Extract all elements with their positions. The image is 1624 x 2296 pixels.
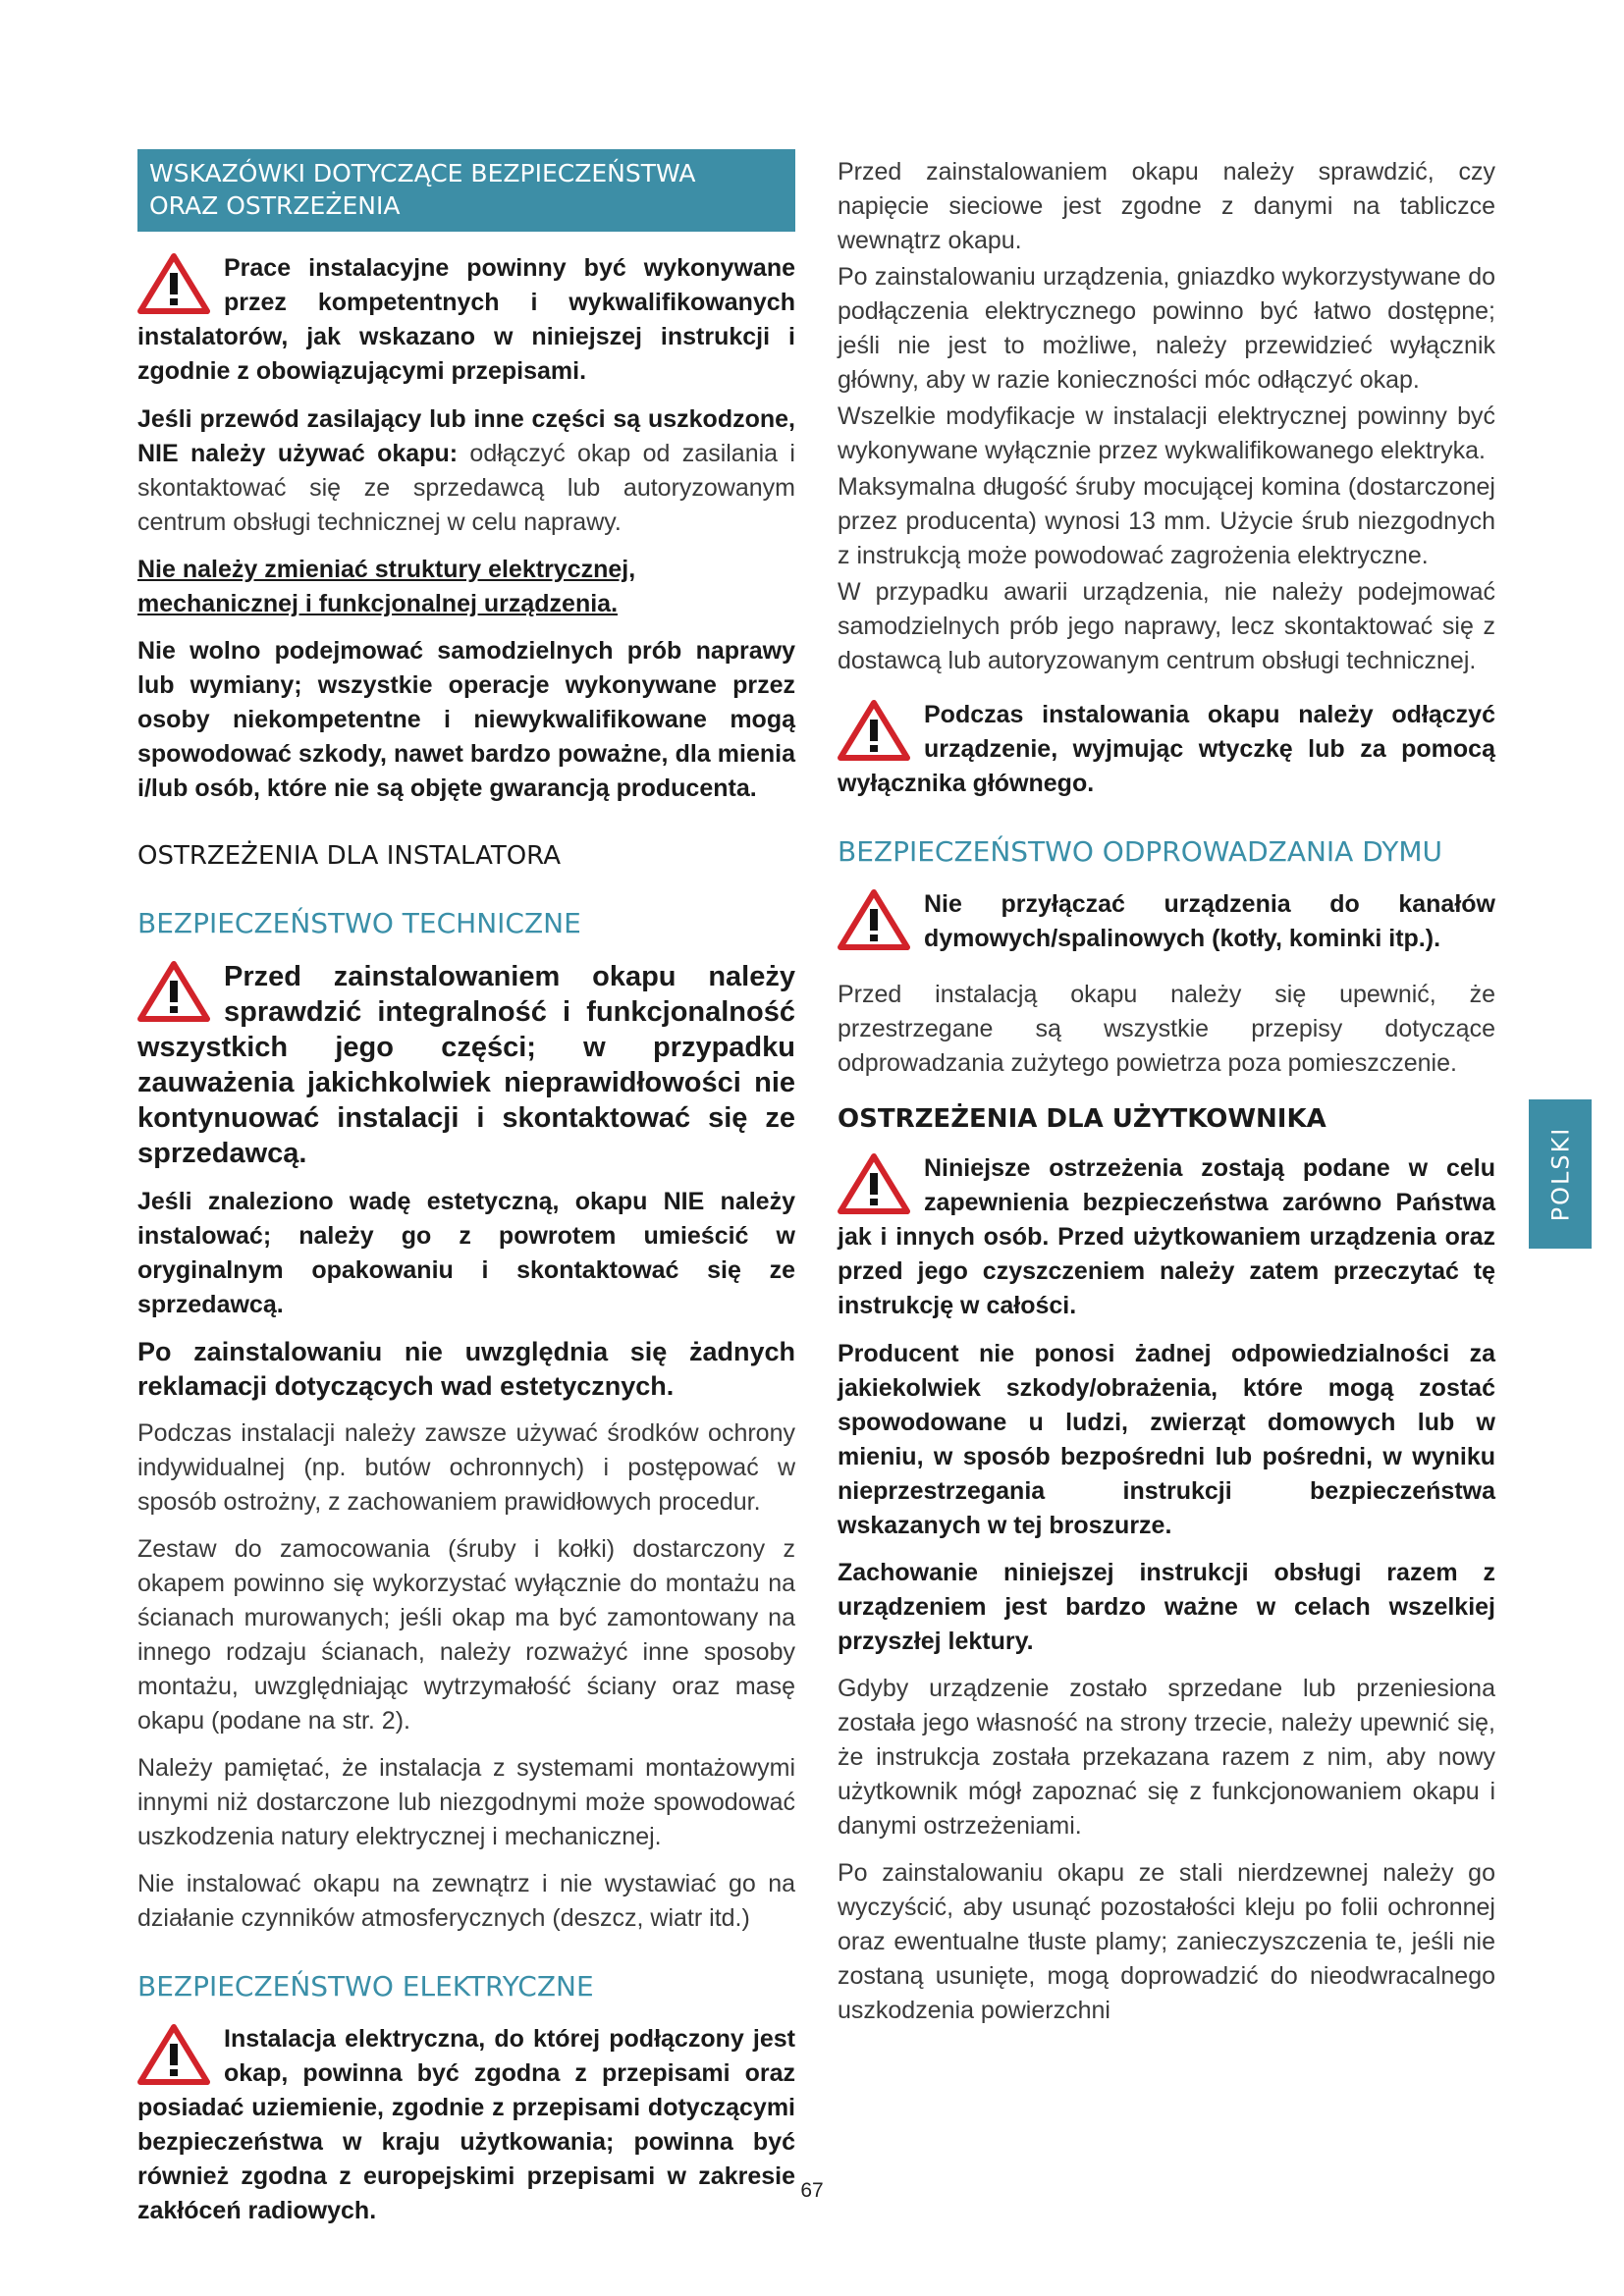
- language-tab-label: POLSKI: [1546, 1126, 1575, 1222]
- warning-text: Przed zainstalowaniem okapu należy sprawdzić integralność i funkcjonalność wszystkich jego części; w przypadku zauważenia jakichkolwiek nieprawidłowości nie kontynuować instalacji i skontaktować się ze sprzedawcą.: [137, 961, 795, 1169]
- heading-smoke-exhaust: BEZPIECZEŃSTWO ODPROWADZANIA DYMU: [838, 835, 1443, 868]
- warning-block: [838, 1151, 1495, 1323]
- right-column: [838, 155, 1495, 2041]
- warning-block: [137, 251, 795, 389]
- page-number: 67: [800, 2179, 824, 2202]
- paragraph: Gdyby urządzenie zostało sprzedane lub przeniesiona została jego własność na strony trzecie, należy upewnić się, że instrukcja została przekazana razem z nim, aby nowy użytkownik mógł zapoznać się z funkcjonowaniem okapu i danymi ostrzeżeniami.: [838, 1675, 1495, 1840]
- heading-electrical-safety: BEZPIECZEŃSTWO ELEKTRYCZNE: [137, 1970, 594, 2002]
- paragraph: Maksymalna długość śruby mocującej komina (dostarczonej przez producenta) wynosi 13 mm. Użycie śrub niezgodnych z instrukcją może powodować zagrożenia elektryczne.: [838, 473, 1495, 569]
- heading-user-warnings: OSTRZEŻENIA DLA UŻYTKOWNIKA: [838, 1104, 1326, 1134]
- paragraph: Przed instalacją okapu należy się upewnić, że przestrzegane są wszystkie przepisy dotyczące odprowadzania zużytego powietrza poza pomieszczenie.: [838, 981, 1495, 1077]
- heading-installer: OSTRZEŻENIA DLA INSTALATORA: [137, 841, 561, 871]
- section-banner: [137, 149, 795, 232]
- warning-text: Instalacja elektryczna, do której podłączony jest okap, powinna być zgodna z przepisami oraz posiadać uziemienie, zgodnie z przepisami dotyczącymi bezpieczeństwa w kraju użytkowania; powinna być również zgodna z europejskimi przepisami w zakresie zakłóceń radiowych.: [137, 2025, 795, 2224]
- paragraph-rest: odłączyć okap od zasilania i skontaktować się ze sprzedawcą lub autoryzowanym centrum obsługi technicznej w celu naprawy.: [137, 440, 795, 536]
- paragraph: Po zainstalowaniu nie uwzględnia się żadnych reklamacji dotyczących wad estetycznych.: [137, 1337, 795, 1401]
- language-tab: [1529, 1099, 1592, 1249]
- paragraph: Nie wolno podejmować samodzielnych prób naprawy lub wymiany; wszystkie operacje wykonywane przez osoby niekompetentne i niewykwalifikowane mogą spowodować szkody, nawet bardzo poważne, dla mienia i/lub osób, które nie są objęte gwarancją producenta.: [137, 637, 795, 802]
- paragraph: Należy pamiętać, że instalacja z systemami montażowymi innymi niż dostarczone lub niezgodnymi może spowodować uszkodzenia natury elektrycznej i mechanicznej.: [137, 1754, 795, 1850]
- banner-line-1: WSKAZÓWKI DOTYCZĄCE BEZPIECZEŃSTWA: [149, 159, 696, 187]
- paragraph: Zachowanie niniejszej instrukcji obsługi razem z urządzeniem jest bardzo ważne w celach wszelkiej przyszłej lektury.: [838, 1559, 1495, 1655]
- warning-triangle-icon: [838, 700, 910, 761]
- banner-line-2: ORAZ OSTRZEŻENIA: [149, 191, 401, 220]
- heading-technical-safety: BEZPIECZEŃSTWO TECHNICZNE: [137, 907, 581, 939]
- paragraph: Przed zainstalowaniem okapu należy sprawdzić, czy napięcie sieciowe jest zgodne z danymi na tabliczce wewnątrz okapu.: [838, 158, 1495, 254]
- warning-triangle-icon: [838, 889, 910, 950]
- paragraph-bold: Jeśli przewód zasilający lub inne części są uszkodzone, NIE należy używać okapu:: [137, 405, 795, 467]
- paragraph: Zestaw do zamocowania (śruby i kołki) dostarczony z okapem powinno się wykorzystać wyłącznie do montażu na ścianach murowanych; jeśli okap ma być zamontowany na innego rodzaju ścianach, należy rozważyć inne sposoby montażu, uwzględniając wytrzymałość ściany oraz masę okapu (podane na str. 2).: [137, 1535, 795, 1735]
- warning-text: Podczas instalowania okapu należy odłączyć urządzenie, wyjmując wtyczkę lub za pomocą wyłącznika głównego.: [838, 701, 1495, 797]
- paragraph: Podczas instalacji należy zawsze używać środków ochrony indywidualnej (np. butów ochronnych) i postępować w sposób ostrożny, z zachowaniem prawidłowych procedur.: [137, 1419, 795, 1516]
- warning-triangle-icon: [838, 1153, 910, 1214]
- warning-block: [137, 959, 795, 1171]
- warning-triangle-icon: [137, 2024, 210, 2085]
- warning-block: [838, 887, 1495, 956]
- paragraph: Producent nie ponosi żadnej odpowiedzialności za jakiekolwiek szkody/obrażenia, które mogą zostać spowodowane u ludzi, zwierząt domowych lub w mieniu, w sposób bezpośredni lub pośredni, w wyniku nieprzestrzegania instrukcji bezpieczeństwa wskazanych w tej broszurze.: [838, 1340, 1495, 1539]
- paragraph: Jeśli znaleziono wadę estetyczną, okapu NIE należy instalować; należy go z powrotem umieścić w oryginalnym opakowaniu i skontaktować się ze sprzedawcą.: [137, 1188, 795, 1318]
- warning-block: [838, 698, 1495, 801]
- paragraph: [137, 402, 795, 540]
- paragraph: Po zainstalowaniu okapu ze stali nierdzewnej należy go wyczyścić, aby usunąć pozostałości kleju po folii ochronnej oraz ewentualne tłuste plamy; zanieczyszczenia te, jeśli nie zostaną usunięte, mogą doprowadzić do nieodwracalnego uszkodzenia powierzchni: [838, 1859, 1495, 2024]
- warning-triangle-icon: [137, 961, 210, 1022]
- paragraph: Po zainstalowaniu urządzenia, gniazdko wykorzystywane do podłączenia elektrycznego powinno być łatwo dostępne; jeśli nie jest to możliwe, należy przewidzieć wyłącznik główny, aby w razie konieczności móc odłączyć okap.: [838, 263, 1495, 394]
- left-column: [137, 149, 795, 2242]
- warning-triangle-icon: [137, 253, 210, 314]
- warning-text: Nie przyłączać urządzenia do kanałów dymowych/spalinowych (kotły, kominki itp.).: [924, 890, 1495, 952]
- warning-text: Prace instalacyjne powinny być wykonywane przez kompetentnych i wykwalifikowanych instalatorów, jak wskazano w niniejszej instrukcji i zgodnie z obowiązującymi przepisami.: [137, 254, 795, 385]
- underlined-paragraph: Nie należy zmieniać struktury elektrycznej, mechanicznej i funkcjonalnej urządzenia.: [137, 556, 636, 617]
- paragraph: W przypadku awarii urządzenia, nie należy podejmować samodzielnych prób jego naprawy, lecz skontaktować się z dostawcą lub autoryzowanym centrum obsługi technicznej.: [838, 578, 1495, 674]
- warning-text: Niniejsze ostrzeżenia zostają podane w celu zapewnienia bezpieczeństwa zarówno Państwa jak i innych osób. Przed użytkowaniem urządzenia oraz przed jego czyszczeniem należy zatem przeczytać tę instrukcję w całości.: [838, 1154, 1495, 1319]
- paragraph: Wszelkie modyfikacje w instalacji elektrycznej powinny być wykonywane wyłącznie przez wykwalifikowanego elektryka.: [838, 402, 1495, 464]
- paragraph: Nie instalować okapu na zewnątrz i nie wystawiać go na działanie czynników atmosferycznych (deszcz, wiatr itd.): [137, 1870, 795, 1932]
